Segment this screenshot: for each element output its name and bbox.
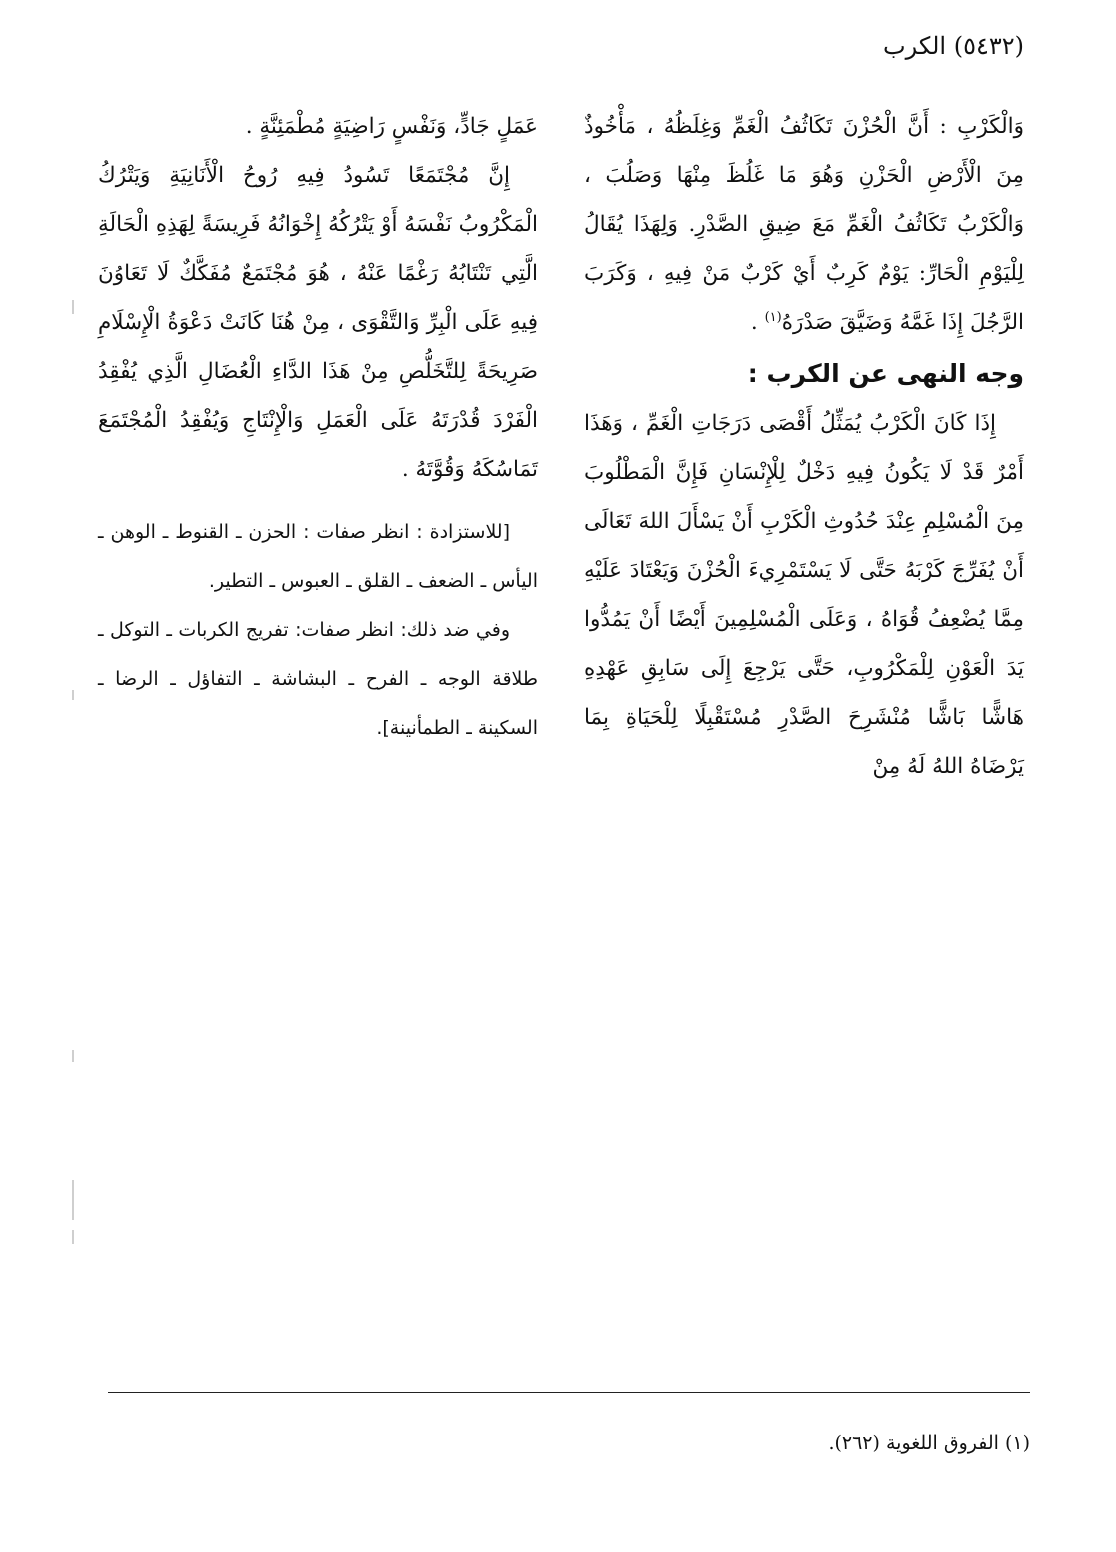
page-header: (٥٤٣٢) الكرب [883, 32, 1024, 60]
scan-mark [72, 1050, 74, 1062]
section-heading: وجه النهى عن الكرب : [747, 359, 1024, 388]
scan-mark [72, 1230, 74, 1244]
intro-end: . [750, 310, 765, 335]
left-column [98, 102, 538, 753]
scan-mark [72, 690, 74, 700]
continuation-text: عَمَلٍ جَادٍّ، وَنَفْسٍ رَاضِيَةٍ مُطْمَئِنَّةٍ . [245, 114, 538, 139]
scan-mark [72, 1180, 74, 1220]
opposites-note: وفي ضد ذلك: انظر صفات: تفريج الكربات ـ التوكل ـ طلاقة الوجه ـ الفرح ـ البشاشة ـ التفاؤل ـ الرضا ـ السكينة ـ الطمأنينة]. [98, 619, 538, 739]
scan-mark [72, 300, 74, 314]
body-paragraph: إِذَا كَانَ الْكَرْبُ يُمَثِّلُ أَقْصَى دَرَجَاتِ الْغَمِّ ، وَهَذَا أَمْرٌ قَدْ لَا يَكُونُ فِيهِ دَخْلٌ لِلْإِنْسَانِ فَإِنَّ الْمَطْلُوبَ مِنَ الْمُسْلِمِ عِنْدَ حُدُوثِ الْكَرْبِ أَنْ يَسْأَلَ اللهَ تَعَالَى أَنْ يُفَرِّجَ كَرْبَهُ حَتَّى لَا يَسْتَمْرِيءَ الْحُزْنَ وَيَعْتَادَ عَلَيْهِ مِمَّا يُضْعِفُ قُوَاهُ ، وَعَلَى الْمُسْلِمِينَ أَيْضًا أَنْ يَمُدُّوا يَدَ الْعَوْنِ لِلْمَكْرُوبِ، حَتَّى يَرْجِعَ إِلَى سَابِقِ عَهْدِهِ هَاشًّا بَاشًّا مُنْشَرِحَ الصَّدْرِ مُسْتَقْبِلًا لِلْحَيَاةِ بِمَا يَرْضَاهُ اللهُ لَهُ مِنْ [584, 411, 1024, 779]
see-also-note: [للاستزادة : انظر صفات : الحزن ـ القنوط ـ الوهن ـ اليأس ـ الضعف ـ القلق ـ العبوس ـ التطير. [98, 521, 538, 592]
footnote: (١) الفروق اللغوية (٢٦٢). [828, 1432, 1030, 1454]
right-column [584, 102, 1024, 791]
body-paragraph-2: إِنَّ مُجْتَمَعًا تَسُودُ فِيهِ رُوحُ الْأَنَانِيَةِ وَيَتْرُكُ الْمَكْرُوبُ نَفْسَهُ أَوْ يَتْرُكُهُ إِخْوَانُهُ فَرِيسَةً لِهَذِهِ الْحَالَةِ الَّتِي تَنْتَابُهُ رَغْمًا عَنْهُ ، هُوَ مُجْتَمَعٌ مُفَكَّكٌ لَا تَعَاوُنَ فِيهِ عَلَى الْبِرِّ وَالتَّقْوَى ، مِنْ هُنَا كَانَتْ دَعْوَةُ الْإِسْلَامِ صَرِيحَةً لِلتَّخَلُّصِ مِنْ هَذَا الدَّاءِ الْعُضَالِ الَّذِي يُفْقِدُ الْفَرْدَ قُدْرَتَهُ عَلَى الْعَمَلِ وَالْإِنْتَاجِ وَيُفْقِدُ الْمُجْتَمَعَ تَمَاسُكَهُ وَقُوَّتَهُ . [98, 163, 538, 482]
footnote-reference: (١) [764, 309, 782, 325]
intro-text: وَالْكَرْبِ : أَنَّ الْحُزْنَ تَكَاثُفُ الْغَمِّ وَغِلَظُهُ ، مَأْخُوذٌ مِنَ الْأَرْضِ الْحَزْنِ وَهُوَ مَا غَلُظَ مِنْهَا وَصَلُبَ ، وَالْكَرْبُ تَكَاثُفُ الْغَمِّ مَعَ ضِيقِ الصَّدْرِ. وَلِهَذَا يُقَالُ لِلْيَوْمِ الْحَارِّ: يَوْمٌ كَرِبٌ أَيْ كَرْبٌ مَنْ فِيهِ ، وَكَرَبَ الرَّجُلَ إِذَا غَمَّهُ وَضَيَّقَ صَدْرَهُ [584, 114, 1024, 335]
footnote-divider [108, 1392, 1030, 1393]
intro-paragraph [584, 102, 1024, 347]
